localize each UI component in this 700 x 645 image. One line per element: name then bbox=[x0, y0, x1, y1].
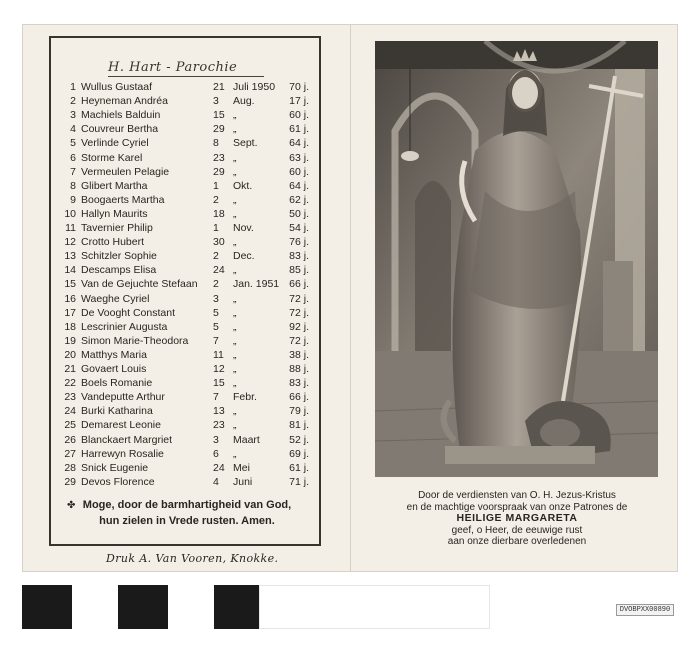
death-day: 6 bbox=[213, 447, 219, 460]
deceased-name: Burki Katharina bbox=[81, 405, 153, 418]
deceased-row bbox=[56, 419, 314, 433]
age-at-death: 52 j. bbox=[289, 433, 309, 446]
printer-credit: Druk A. Van Vooren, Knokke. bbox=[106, 552, 279, 565]
death-month: Nov. bbox=[233, 222, 254, 234]
statue-illustration bbox=[375, 41, 658, 477]
death-day: 23 bbox=[213, 419, 225, 432]
saint-statue-photo bbox=[375, 41, 658, 477]
caption-line-1: Door de verdiensten van O. H. Jezus-Kristus bbox=[418, 490, 616, 501]
deceased-row bbox=[56, 307, 314, 321]
deceased-name: Simon Marie-Theodora bbox=[81, 334, 189, 347]
death-month: „ bbox=[233, 151, 237, 164]
death-month: „ bbox=[233, 264, 237, 277]
age-at-death: 85 j. bbox=[289, 264, 309, 277]
age-at-death: 61 j. bbox=[289, 461, 309, 474]
row-number: 2 bbox=[70, 95, 76, 108]
deceased-row bbox=[56, 349, 314, 363]
age-at-death: 79 j. bbox=[289, 405, 309, 418]
deceased-row bbox=[56, 208, 314, 222]
death-day: 1 bbox=[213, 222, 219, 234]
death-day: 1 bbox=[213, 179, 219, 192]
death-month: „ bbox=[233, 236, 237, 249]
deceased-row bbox=[56, 434, 314, 448]
deceased-name: Verlinde Cyriel bbox=[81, 137, 149, 150]
death-day: 5 bbox=[213, 306, 219, 319]
age-at-death: 72 j. bbox=[289, 292, 309, 305]
death-month: „ bbox=[233, 405, 237, 418]
age-at-death: 83 j. bbox=[289, 250, 309, 263]
death-month: „ bbox=[233, 193, 237, 206]
death-day: 29 bbox=[213, 123, 225, 136]
age-at-death: 54 j. bbox=[289, 222, 309, 234]
deceased-row bbox=[56, 194, 314, 208]
deceased-row bbox=[56, 321, 314, 335]
color-calibration-strip bbox=[22, 585, 490, 629]
death-day: 8 bbox=[213, 137, 219, 150]
deceased-row bbox=[56, 236, 314, 250]
age-at-death: 38 j. bbox=[289, 348, 309, 361]
row-number: 9 bbox=[70, 193, 76, 206]
row-number: 18 bbox=[64, 320, 76, 333]
age-at-death: 50 j. bbox=[289, 207, 309, 220]
age-at-death: 72 j. bbox=[289, 306, 309, 319]
death-month: „ bbox=[233, 334, 237, 347]
deceased-row bbox=[56, 476, 314, 490]
caption-line-3: geef, o Heer, de eeuwige rust bbox=[451, 524, 583, 536]
deceased-row bbox=[56, 109, 314, 123]
deceased-name: Van de Gejuchte Stefaan bbox=[81, 278, 198, 291]
deceased-name: Vandeputte Arthur bbox=[81, 391, 165, 404]
death-month: Jan. 1951 bbox=[233, 278, 280, 291]
age-at-death: 88 j. bbox=[289, 363, 309, 375]
deceased-name: Matthys Maria bbox=[81, 348, 147, 361]
row-number: 4 bbox=[70, 123, 76, 136]
row-number: 27 bbox=[64, 447, 76, 460]
death-month: Sept. bbox=[233, 137, 258, 150]
death-day: 4 bbox=[213, 475, 219, 488]
age-at-death: 66 j. bbox=[289, 391, 309, 404]
row-number: 25 bbox=[64, 419, 76, 432]
deceased-name: Storme Karel bbox=[81, 151, 143, 164]
death-day: 7 bbox=[213, 334, 219, 347]
age-at-death: 63 j. bbox=[289, 151, 309, 164]
deceased-name: Snick Eugenie bbox=[81, 461, 149, 474]
death-day: 24 bbox=[213, 264, 225, 277]
deceased-name: Lescrinier Augusta bbox=[81, 320, 168, 333]
deceased-row bbox=[56, 166, 314, 180]
deceased-row bbox=[56, 462, 314, 476]
deceased-name: Boogaerts Martha bbox=[81, 193, 165, 206]
row-number: 20 bbox=[64, 348, 76, 361]
accession-label: DVOBPXX00890 bbox=[616, 604, 674, 616]
row-number: 24 bbox=[64, 405, 76, 418]
age-at-death: 83 j. bbox=[289, 377, 309, 390]
deceased-row bbox=[56, 293, 314, 307]
deceased-name: Schitzler Sophie bbox=[81, 250, 157, 263]
row-number: 17 bbox=[64, 306, 76, 319]
row-number: 19 bbox=[64, 334, 76, 347]
death-day: 21 bbox=[213, 81, 225, 93]
deceased-name: Glibert Martha bbox=[81, 179, 148, 192]
death-day: 23 bbox=[213, 151, 225, 164]
row-number: 8 bbox=[70, 179, 76, 192]
death-day: 7 bbox=[213, 391, 219, 404]
deceased-name: Crotto Hubert bbox=[81, 236, 145, 249]
death-month: „ bbox=[233, 165, 237, 178]
strip-block bbox=[22, 585, 72, 629]
deceased-row bbox=[56, 363, 314, 377]
dedication-caption bbox=[372, 490, 662, 548]
deceased-row bbox=[56, 391, 314, 405]
death-day: 18 bbox=[213, 207, 225, 220]
deceased-row bbox=[56, 250, 314, 264]
strip-block bbox=[168, 585, 214, 629]
death-day: 5 bbox=[213, 320, 219, 333]
age-at-death: 62 j. bbox=[289, 193, 309, 206]
row-number: 28 bbox=[64, 461, 76, 474]
deceased-name: Couvreur Bertha bbox=[81, 123, 159, 136]
deceased-row bbox=[56, 123, 314, 137]
row-number: 10 bbox=[64, 207, 76, 220]
strip-block bbox=[118, 585, 168, 629]
death-month: Okt. bbox=[233, 179, 253, 192]
row-number: 13 bbox=[64, 250, 76, 263]
deceased-row bbox=[56, 95, 314, 109]
age-at-death: 60 j. bbox=[289, 109, 309, 122]
age-at-death: 81 j. bbox=[289, 419, 309, 432]
death-month: Dec. bbox=[233, 250, 255, 263]
deceased-name: Blanckaert Margriet bbox=[81, 433, 173, 446]
death-month: „ bbox=[233, 123, 237, 136]
age-at-death: 64 j. bbox=[289, 179, 309, 192]
death-month: Maart bbox=[233, 433, 260, 446]
deceased-name: Devos Florence bbox=[81, 475, 155, 488]
deceased-row bbox=[56, 405, 314, 419]
caption-line-4: aan onze dierbare overledenen bbox=[447, 536, 587, 547]
death-day: 11 bbox=[213, 348, 224, 361]
saint-name: HEILIGE MARGARETA bbox=[456, 512, 578, 524]
strip-block bbox=[72, 585, 118, 629]
death-month: Mei bbox=[233, 461, 250, 474]
deceased-name: Demarest Leonie bbox=[81, 419, 161, 432]
row-number: 3 bbox=[70, 109, 76, 122]
death-day: 2 bbox=[213, 193, 219, 206]
deceased-row bbox=[56, 278, 314, 292]
age-at-death: 60 j. bbox=[289, 165, 309, 178]
age-at-death: 17 j. bbox=[289, 95, 309, 108]
death-month: „ bbox=[233, 306, 237, 319]
death-month: „ bbox=[233, 447, 237, 460]
death-day: 2 bbox=[213, 278, 219, 291]
age-at-death: 64 j. bbox=[289, 137, 309, 150]
death-day: 12 bbox=[213, 363, 225, 375]
deceased-row bbox=[56, 81, 314, 95]
death-month: Aug. bbox=[233, 95, 255, 108]
age-at-death: 61 j. bbox=[289, 123, 309, 136]
death-month: „ bbox=[233, 348, 237, 361]
row-number: 16 bbox=[64, 292, 76, 305]
death-day: 30 bbox=[213, 236, 225, 249]
deceased-name: Heyneman Andréa bbox=[81, 95, 168, 108]
row-number: 7 bbox=[70, 165, 76, 178]
death-month: „ bbox=[233, 292, 237, 305]
deceased-name: Vermeulen Pelagie bbox=[81, 165, 170, 178]
row-number: 14 bbox=[64, 264, 76, 277]
death-month: „ bbox=[233, 377, 237, 390]
deceased-name: Govaert Louis bbox=[81, 363, 147, 375]
deceased-row bbox=[56, 222, 314, 236]
age-at-death: 72 j. bbox=[289, 334, 309, 347]
death-month: Juli 1950 bbox=[233, 81, 276, 93]
row-number: 6 bbox=[70, 151, 76, 164]
strip-block bbox=[259, 585, 490, 629]
death-month: Juni bbox=[233, 475, 253, 488]
death-day: 13 bbox=[213, 405, 225, 418]
deceased-name: Machiels Balduin bbox=[81, 109, 161, 122]
death-day: 3 bbox=[213, 95, 219, 108]
row-number: 21 bbox=[64, 363, 76, 375]
deceased-row bbox=[56, 335, 314, 349]
death-day: 15 bbox=[213, 377, 225, 390]
deceased-name: Harrewyn Rosalie bbox=[81, 447, 164, 460]
age-at-death: 66 j. bbox=[289, 278, 309, 291]
card-fold-line bbox=[350, 24, 351, 572]
death-day: 15 bbox=[213, 109, 225, 122]
death-day: 3 bbox=[213, 433, 219, 446]
row-number: 26 bbox=[64, 433, 76, 446]
death-month: „ bbox=[233, 109, 237, 122]
deceased-name: Boels Romanie bbox=[81, 377, 153, 390]
strip-block bbox=[214, 585, 259, 629]
row-number: 12 bbox=[64, 236, 76, 249]
row-number: 11 bbox=[65, 222, 76, 234]
row-number: 5 bbox=[70, 137, 76, 150]
age-at-death: 70 j. bbox=[289, 81, 309, 93]
death-month: „ bbox=[233, 320, 237, 333]
death-day: 24 bbox=[213, 461, 225, 474]
deceased-row bbox=[56, 448, 314, 462]
deceased-name: Waeghe Cyriel bbox=[81, 292, 150, 305]
death-month: „ bbox=[233, 207, 237, 220]
death-month: „ bbox=[233, 419, 237, 432]
parish-title: H. Hart - Parochie bbox=[108, 60, 238, 75]
deceased-name: Descamps Elisa bbox=[81, 264, 157, 277]
age-at-death: 92 j. bbox=[289, 320, 309, 333]
row-number: 29 bbox=[64, 475, 76, 488]
death-month: „ bbox=[233, 363, 237, 375]
deceased-row bbox=[56, 180, 314, 194]
deceased-name: Wullus Gustaaf bbox=[81, 81, 153, 93]
age-at-death: 69 j. bbox=[289, 447, 309, 460]
prayer-ornament-icon: ✤ bbox=[67, 500, 76, 511]
death-month: Febr. bbox=[233, 391, 257, 404]
deceased-row bbox=[56, 137, 314, 151]
prayer-line-2: hun zielen in Vrede rusten. Amen. bbox=[99, 515, 275, 527]
death-day: 3 bbox=[213, 292, 219, 305]
deceased-row bbox=[56, 377, 314, 391]
row-number: 1 bbox=[70, 81, 76, 93]
age-at-death: 71 j. bbox=[289, 475, 309, 488]
deceased-row bbox=[56, 264, 314, 278]
prayer-line-1: Moge, door de barmhartigheid van God, bbox=[82, 499, 292, 511]
row-number: 22 bbox=[64, 377, 76, 390]
deceased-name: De Vooght Constant bbox=[81, 306, 175, 319]
row-number: 23 bbox=[64, 391, 76, 404]
deceased-name: Tavernier Philip bbox=[81, 222, 153, 234]
death-day: 29 bbox=[213, 165, 225, 178]
age-at-death: 76 j. bbox=[289, 236, 309, 249]
deceased-name: Hallyn Maurits bbox=[81, 207, 148, 220]
title-underline bbox=[108, 76, 264, 77]
death-day: 2 bbox=[213, 250, 219, 263]
prayer-text bbox=[68, 497, 306, 529]
deceased-row bbox=[56, 152, 314, 166]
caption-line-2: en de machtige voorspraak van onze Patrones de bbox=[406, 501, 628, 513]
row-number: 15 bbox=[64, 278, 76, 291]
